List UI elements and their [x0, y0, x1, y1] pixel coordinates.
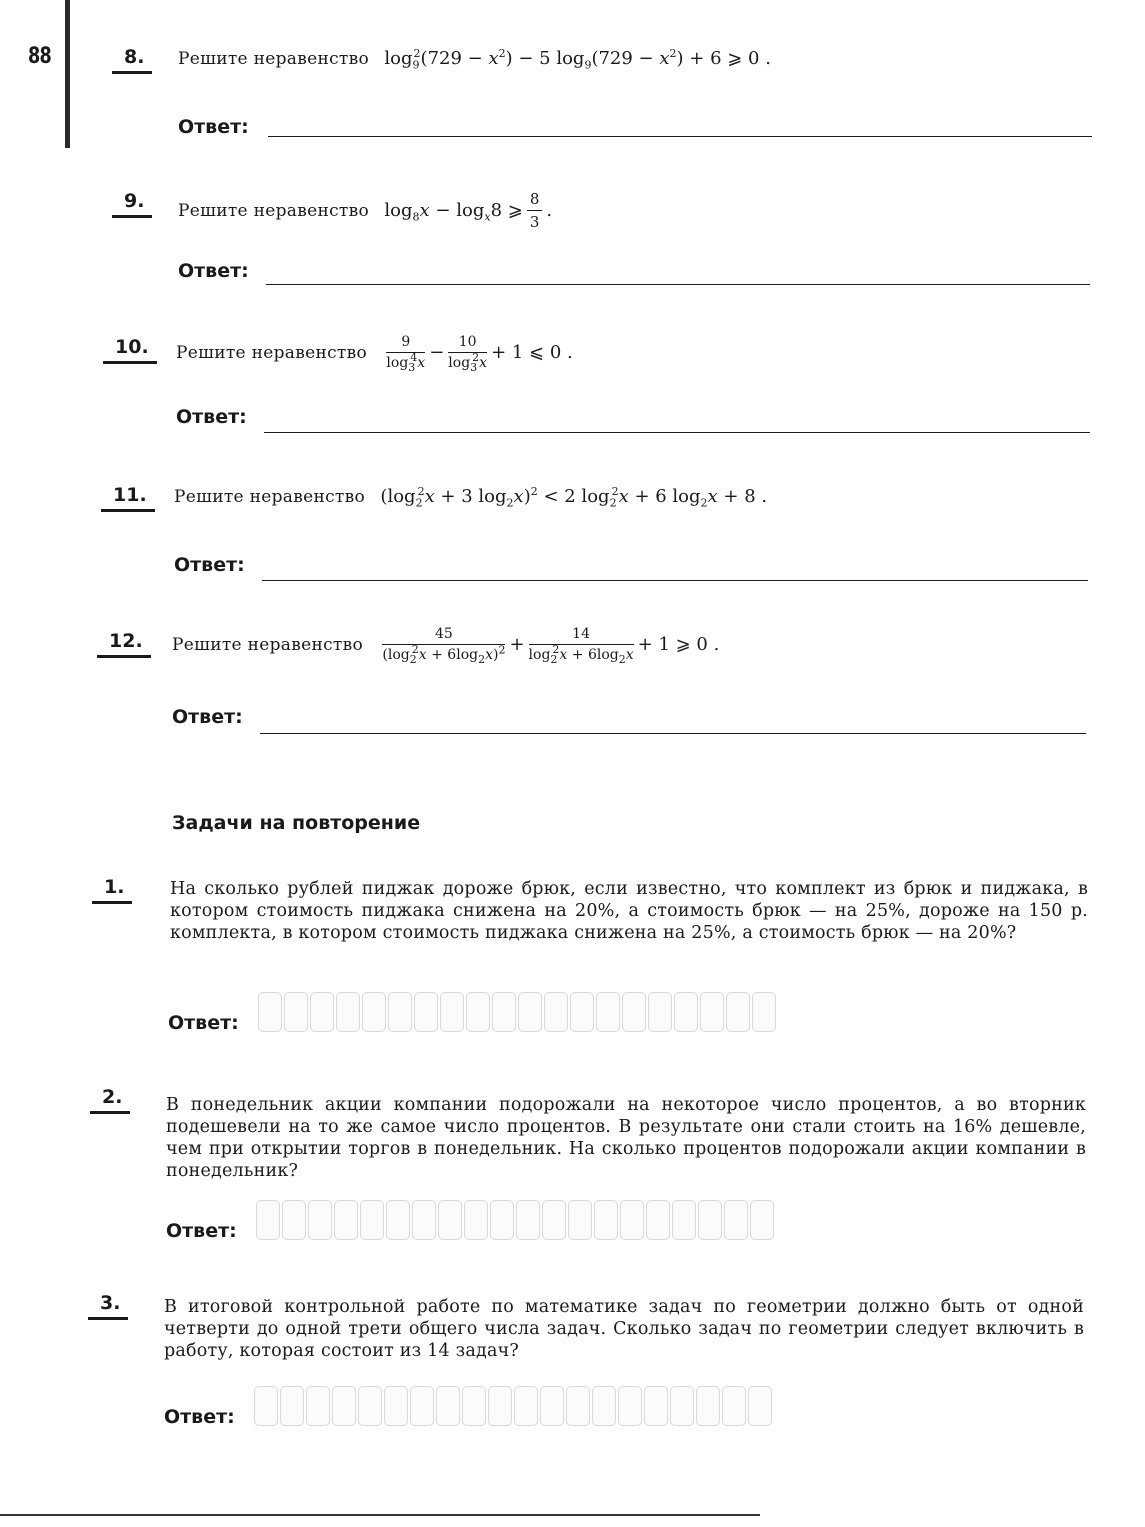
- task-prefix: Решите неравенство: [174, 487, 366, 507]
- answer-cell[interactable]: [724, 1200, 748, 1240]
- answer-cell[interactable]: [358, 1386, 382, 1426]
- answer-cell[interactable]: [466, 992, 490, 1032]
- answer-cell[interactable]: [280, 1386, 304, 1426]
- answer-cell[interactable]: [440, 992, 464, 1032]
- answer-cell[interactable]: [282, 1200, 306, 1240]
- task-statement: [172, 626, 720, 666]
- answer-cell[interactable]: [644, 1386, 668, 1426]
- answer-cell[interactable]: [516, 1200, 540, 1240]
- inequality-formula: $\log_8x - \log_x8$ ⩾ $\frac{8}{3}$ .: [384, 190, 553, 231]
- answer-cell[interactable]: [594, 1200, 618, 1240]
- answer-cell[interactable]: [648, 992, 672, 1032]
- page-number: 88: [28, 44, 51, 69]
- task-number: 1.: [92, 876, 132, 904]
- answer-cell[interactable]: [570, 992, 594, 1032]
- answer-cell[interactable]: [308, 1200, 332, 1240]
- answer-cell[interactable]: [254, 1386, 278, 1426]
- answer-cell[interactable]: [622, 992, 646, 1032]
- task-text: В понедельник акции компании подорожали на некоторое число процентов, а во вторник подешевели на то же самое число процентов. В результате они стали стоить на 16% дешевле, чем при открытии торгов в понедельник. На сколько процентов подорожали акции компании в понедельник?: [166, 1095, 1086, 1181]
- answer-cell[interactable]: [698, 1200, 722, 1240]
- answer-cell[interactable]: [726, 992, 750, 1032]
- answer-cell[interactable]: [618, 1386, 642, 1426]
- answer-label: Ответ:: [166, 1220, 237, 1242]
- task-statement: [174, 485, 768, 510]
- answer-label: Ответ:: [176, 406, 247, 428]
- answer-cell[interactable]: [362, 992, 386, 1032]
- section-title: Задачи на повторение: [172, 812, 421, 834]
- task-number: 3.: [88, 1292, 128, 1320]
- answer-cell[interactable]: [750, 1200, 774, 1240]
- answer-cell[interactable]: [464, 1200, 488, 1240]
- answer-cell[interactable]: [488, 1386, 512, 1426]
- answer-cell[interactable]: [544, 992, 568, 1032]
- answer-cell[interactable]: [568, 1200, 592, 1240]
- answer-cell[interactable]: [674, 992, 698, 1032]
- answer-cell[interactable]: [596, 992, 620, 1032]
- answer-label: Ответ:: [172, 706, 243, 728]
- answer-cell[interactable]: [438, 1200, 462, 1240]
- answer-cell[interactable]: [514, 1386, 538, 1426]
- task-number: 2.: [90, 1086, 130, 1114]
- inequality-formula: $\log_9^2(729 - x^2) - 5$ $\log_9(729 - x^2) + 6$ ⩾ 0 .: [384, 47, 771, 72]
- task-text: На сколько рублей пиджак дороже брюк, если известно, что комплект из брюк и пиджака, в котором стоимость пиджака снижена на 20%, а стоимость брюк — на 25%, дороже на 150 р. комплекта, в котором стоимость пиджака снижена на 25%, а стоимость брюк — на 20%?: [170, 879, 1088, 943]
- task-text: В итоговой контрольной работе по математике задач по геометрии должно быть от одной четверти до одной трети общего числа задач. Сколько задач по геометрии следует включить в работу, которая состоит из 14 задач?: [164, 1297, 1084, 1361]
- answer-cells[interactable]: [258, 992, 776, 1032]
- answer-cell[interactable]: [256, 1200, 280, 1240]
- answer-cells[interactable]: [256, 1200, 774, 1240]
- answer-cell[interactable]: [700, 992, 724, 1032]
- inequality-formula: ($\log_2^2x + 3$ $\log_2x)^2 < 2$ $\log_2^2x + 6$ $\log_2x + 8$ .: [380, 485, 768, 510]
- task-statement: [178, 190, 552, 231]
- task-number: 8.: [112, 46, 152, 74]
- answer-cell[interactable]: [336, 992, 360, 1032]
- answer-line[interactable]: [264, 432, 1090, 433]
- answer-cell[interactable]: [388, 992, 412, 1032]
- answer-cells[interactable]: [254, 1386, 772, 1426]
- answer-cell[interactable]: [384, 1386, 408, 1426]
- answer-cell[interactable]: [566, 1386, 590, 1426]
- task-number: 9.: [112, 190, 152, 218]
- answer-cell[interactable]: [310, 992, 334, 1032]
- task-prefix: Решите неравенство: [176, 342, 368, 363]
- answer-cell[interactable]: [332, 1386, 356, 1426]
- answer-cell[interactable]: [722, 1386, 746, 1426]
- answer-cell[interactable]: [748, 1386, 772, 1426]
- inequality-formula: $\frac{45}{(\log_2^2x + 6\log_2x)^2}$ + $\frac{14}{\log_2^2x + 6\log_2x}$ + 1 ⩾ 0 .: [382, 626, 720, 666]
- answer-label: Ответ:: [178, 260, 249, 282]
- answer-cell[interactable]: [436, 1386, 460, 1426]
- answer-cell[interactable]: [334, 1200, 358, 1240]
- inequality-formula: $\frac{9}{\log_3^4x}$ − $\frac{10}{\log_3^2x}$ + 1 ⩽ 0 .: [386, 334, 573, 374]
- answer-cell[interactable]: [646, 1200, 670, 1240]
- task-statement: [178, 47, 771, 72]
- answer-label: Ответ:: [174, 554, 245, 576]
- task-prefix: Решите неравенство: [172, 634, 364, 655]
- answer-cell[interactable]: [258, 992, 282, 1032]
- answer-cell[interactable]: [540, 1386, 564, 1426]
- answer-cell[interactable]: [386, 1200, 410, 1240]
- answer-label: Ответ:: [164, 1406, 235, 1428]
- answer-label: Ответ:: [168, 1012, 239, 1034]
- answer-cell[interactable]: [492, 992, 516, 1032]
- answer-cell[interactable]: [412, 1200, 436, 1240]
- answer-line[interactable]: [262, 580, 1088, 581]
- answer-cell[interactable]: [306, 1386, 330, 1426]
- answer-cell[interactable]: [518, 992, 542, 1032]
- task-number: 10.: [103, 336, 157, 364]
- answer-label: Ответ:: [178, 116, 249, 138]
- answer-cell[interactable]: [670, 1386, 694, 1426]
- answer-cell[interactable]: [360, 1200, 384, 1240]
- answer-cell[interactable]: [696, 1386, 720, 1426]
- answer-cell[interactable]: [414, 992, 438, 1032]
- bottom-rule: [0, 1514, 760, 1516]
- answer-cell[interactable]: [284, 992, 308, 1032]
- task-number: 11.: [101, 484, 155, 512]
- answer-cell[interactable]: [672, 1200, 696, 1240]
- answer-line[interactable]: [266, 284, 1090, 285]
- answer-cell[interactable]: [462, 1386, 486, 1426]
- answer-line[interactable]: [260, 733, 1086, 734]
- answer-cell[interactable]: [490, 1200, 514, 1240]
- task-number: 12.: [97, 630, 151, 658]
- answer-line[interactable]: [268, 136, 1092, 137]
- answer-cell[interactable]: [620, 1200, 644, 1240]
- margin-bar: [65, 0, 70, 148]
- answer-cell[interactable]: [752, 992, 776, 1032]
- answer-cell[interactable]: [592, 1386, 616, 1426]
- task-statement: [176, 334, 573, 374]
- task-prefix: Решите неравенство: [178, 49, 370, 69]
- answer-cell[interactable]: [542, 1200, 566, 1240]
- task-prefix: Решите неравенство: [178, 200, 370, 221]
- answer-cell[interactable]: [410, 1386, 434, 1426]
